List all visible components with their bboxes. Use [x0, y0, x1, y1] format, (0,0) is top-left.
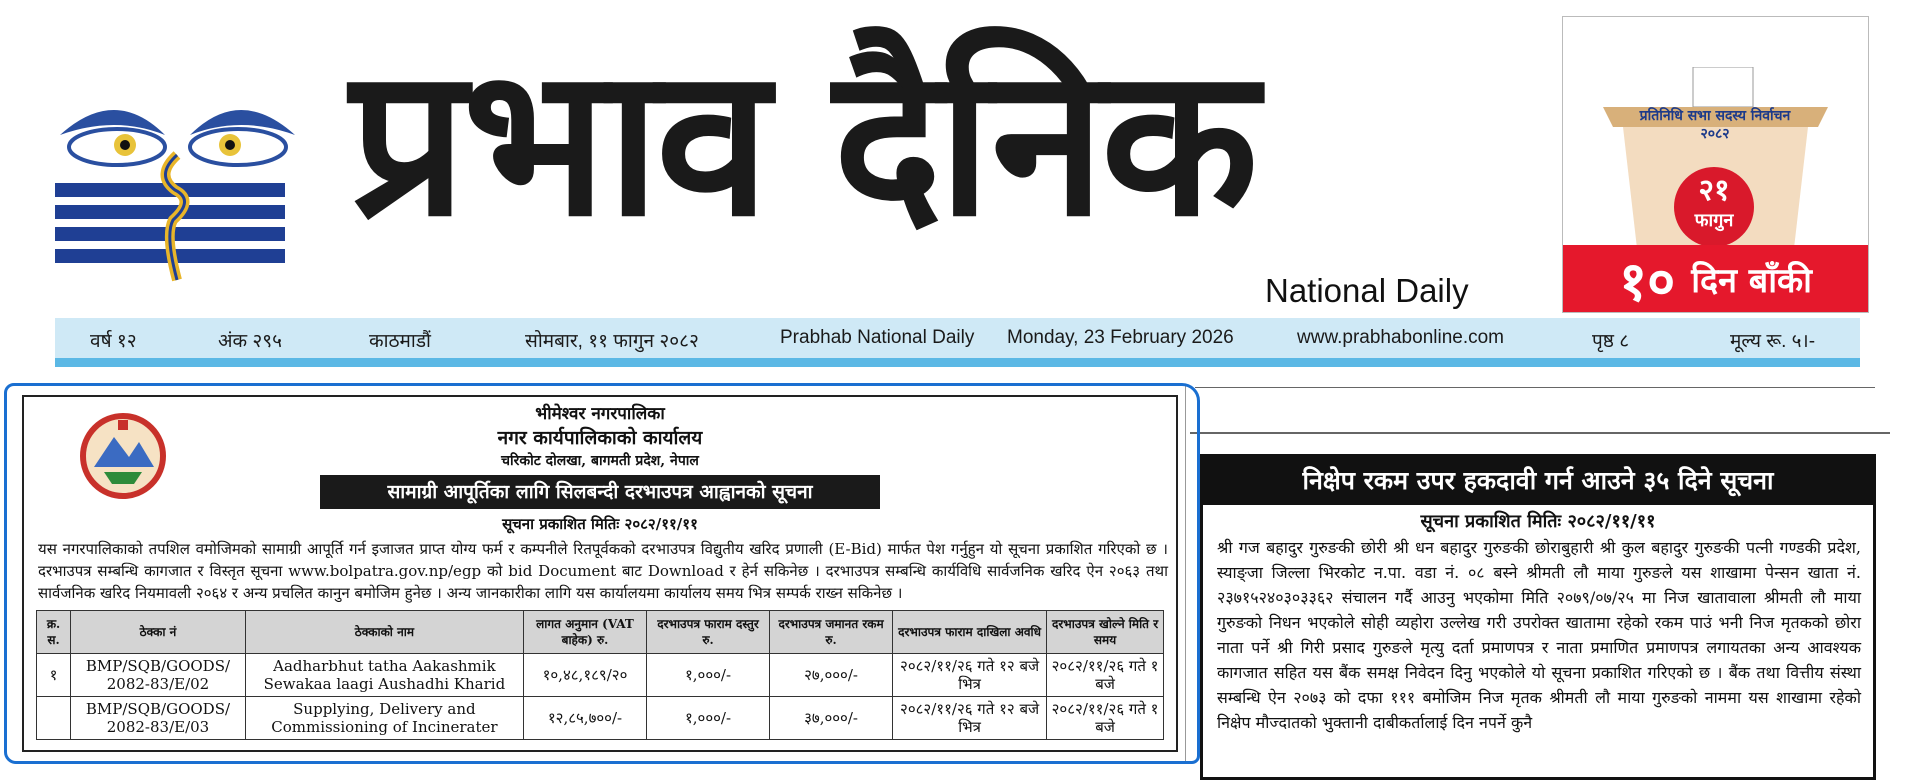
municipality-name: भीमेश्वर नगरपालिका [535, 404, 665, 424]
issue-number: अंक २९५ [218, 331, 283, 352]
cell: ३७,०००/- [770, 697, 893, 740]
days-left-text: दिन बाँकी [1691, 260, 1812, 301]
page-number: पृष्ठ ८ [1592, 331, 1630, 352]
notice-title: निक्षेप रकम उपर हकदावी गर्न आउने ३५ दिने सूचना [1203, 457, 1873, 505]
cell: १ [37, 654, 71, 697]
newspaper-title: प्रभाव दैनिक [350, 22, 1255, 262]
cell: १,०००/- [647, 697, 770, 740]
election-month: फागुन [1694, 210, 1734, 231]
office-name: नगर कार्यपालिकाको कार्यालय [497, 427, 703, 449]
date-english: Monday, 23 February 2026 [1007, 327, 1234, 348]
volume: वर्ष १२ [90, 331, 137, 352]
notice-date: सूचना प्रकाशित मितिः २०८२/११/११ [1420, 511, 1656, 532]
cell: १,०००/- [647, 654, 770, 697]
publication-date: सूचना प्रकाशित मितिः २०८२/११/११ [502, 515, 698, 533]
website-link[interactable]: www.prabhabonline.com [1297, 327, 1505, 348]
date-nepali: सोमबार, ११ फागुन २०८२ [525, 331, 699, 352]
col-opening: दरभाउपत्र खोल्ने मिति र समय [1047, 611, 1164, 654]
city: काठमाडौं [369, 331, 431, 352]
newspaper-subtitle: National Daily [1265, 272, 1469, 309]
office-address: चरिकोट दोलखा, बागमती प्रदेश, नेपाल [501, 453, 699, 469]
cell: २०८२/११/२६ गते १२ बजे भित्र [893, 697, 1047, 740]
deposit-claim-notice [1200, 454, 1876, 780]
col-contract-no: ठेक्का नं [71, 611, 246, 654]
notice-body: यस नगरपालिकाको तपशिल वमोजिमको सामाग्री आपूर्ति गर्न इजाजत प्राप्त योग्य फर्म र कम्पनीले रितपूर्वकको दरभाउपत्र विद्युतीय खरिद प्रणाली (E-Bid) मार्फत पेश गर्नुहुन यो सूचना प्रकाशित गरिएको छ । दरभाउपत्र सम्बन्धि कागजात र विस्तृत सूचना www.bolpatra.gov.np/egp को bid Document बाट Download र हेर्न सकिनेछ । दरभाउपत्र सम्बन्धि कार्यविधि सार्वजनिक खरिद ऐन २०६३ तथा सार्वजनिक खरिद नियमावली २०६४ र अन्य प्रचलित कानुन बमोजिम हुनेछ । अन्य जानकारीका लागि यस कार्यालयमा कार्यालय समय भित्र सम्पर्क राख्न सकिनेछ । [38, 540, 1168, 602]
cell: BMP/SQB/GOODS/ 2082-83/E/03 [71, 697, 246, 740]
cell: २०८२/११/२६ गते १ बजे [1047, 654, 1164, 697]
col-serial: क्र. स. [37, 611, 71, 654]
election-countdown-ad[interactable] [1562, 16, 1869, 313]
col-bid-bond: दरभाउपत्र जमानत रकम रु. [770, 611, 893, 654]
days-left-number: १० [1619, 249, 1676, 313]
buddha-eyes-logo [55, 95, 300, 285]
cell: १०,४८,१८९/२० [523, 654, 646, 697]
election-day: २१ [1698, 173, 1730, 208]
col-cost-estimate: लागत अनुमान (VAT बाहेक) रु. [523, 611, 646, 654]
cell: Supplying, Delivery and Commissioning of Incinerater [245, 697, 523, 740]
notice-banner: सामाग्री आपूर्तिका लागि सिलबन्दी दरभाउपत्र आह्वानको सूचना [320, 475, 880, 509]
selection-outline [4, 383, 1200, 764]
cell: २०८२/११/२६ गते १ बजे [1047, 697, 1164, 740]
cell: BMP/SQB/GOODS/ 2082-83/E/02 [71, 654, 246, 697]
info-bar [55, 318, 1860, 358]
days-left-strip [1563, 245, 1868, 312]
col-form-fee: दरभाउपत्र फाराम दस्तुर रु. [647, 611, 770, 654]
cell: २७,०००/- [770, 654, 893, 697]
ad-label: प्रतिनिधि सभा सदस्य निर्वाचन २०८२ [1639, 108, 1791, 142]
cell: Aadharbhut tatha Aakashmik Sewakaa laagi Aushadhi Kharid [245, 654, 523, 697]
previous-article-edge [1195, 375, 1875, 388]
info-bar-underline [55, 358, 1860, 367]
price: मूल्य रू. ५।- [1730, 331, 1816, 352]
col-submission: दरभाउपत्र फाराम दाखिला अवधि [893, 611, 1047, 654]
election-date-badge [1674, 167, 1754, 247]
paper-name-en: Prabhab National Daily [780, 327, 975, 348]
section-rule [1190, 432, 1890, 434]
col-contract-name: ठेक्काको नाम [245, 611, 523, 654]
cell: २०८२/११/२६ गते १२ बजे भित्र [893, 654, 1047, 697]
notice-body: श्री गज बहादुर गुरुङकी छोरी श्री धन बहादुर गुरुङकी छोराबुहारी श्री कुल बहादुर गुरुङकी पत्नी गण्डकी प्रदेश, स्याङ्जा जिल्ला भिरकोट न.पा. वडा नं. ०८ बस्ने श्रीमती लौ माया गुरुङले यस शाखामा पेन्सन खाता नं. २३७१५२४०३०३३६२ संचालन गर्दै आउनु भएकोमा मिति २०७९/०७/२५ मा निज खातावाला श्रीमती लौ माया गुरुङको निधन भएकोले सोही व्यहोरा उल्लेख गरी उपरोक्त खातामा रहेको रकम पाउं भनी निज मृतकको छोरा नाता पर्ने श्री गिरी प्रसाद गुरुङले मृत्यु दर्ता प्रमाणपत्र र नाता प्रमाणित प्रमाणपत्र लगायतका अन्य आवश्यक कागजात सहित यस बैंक समक्ष निवेदन दिनु भएकोले यो सूचना प्रकाशित गरिएको छ । बैंक तथा वित्तीय संस्था सम्बन्धि ऐन २०७३ को दफा १११ बमोजिम निज मृतक श्रीमती लौ माया गुरुङको नाममा यस शाखामा रहेको निक्षेप मौज्दातको भुक्तानी दाबीकर्तालाई दिन नपर्ने कुनै [1217, 538, 1861, 732]
cell: १२,८५,७००/- [523, 697, 646, 740]
